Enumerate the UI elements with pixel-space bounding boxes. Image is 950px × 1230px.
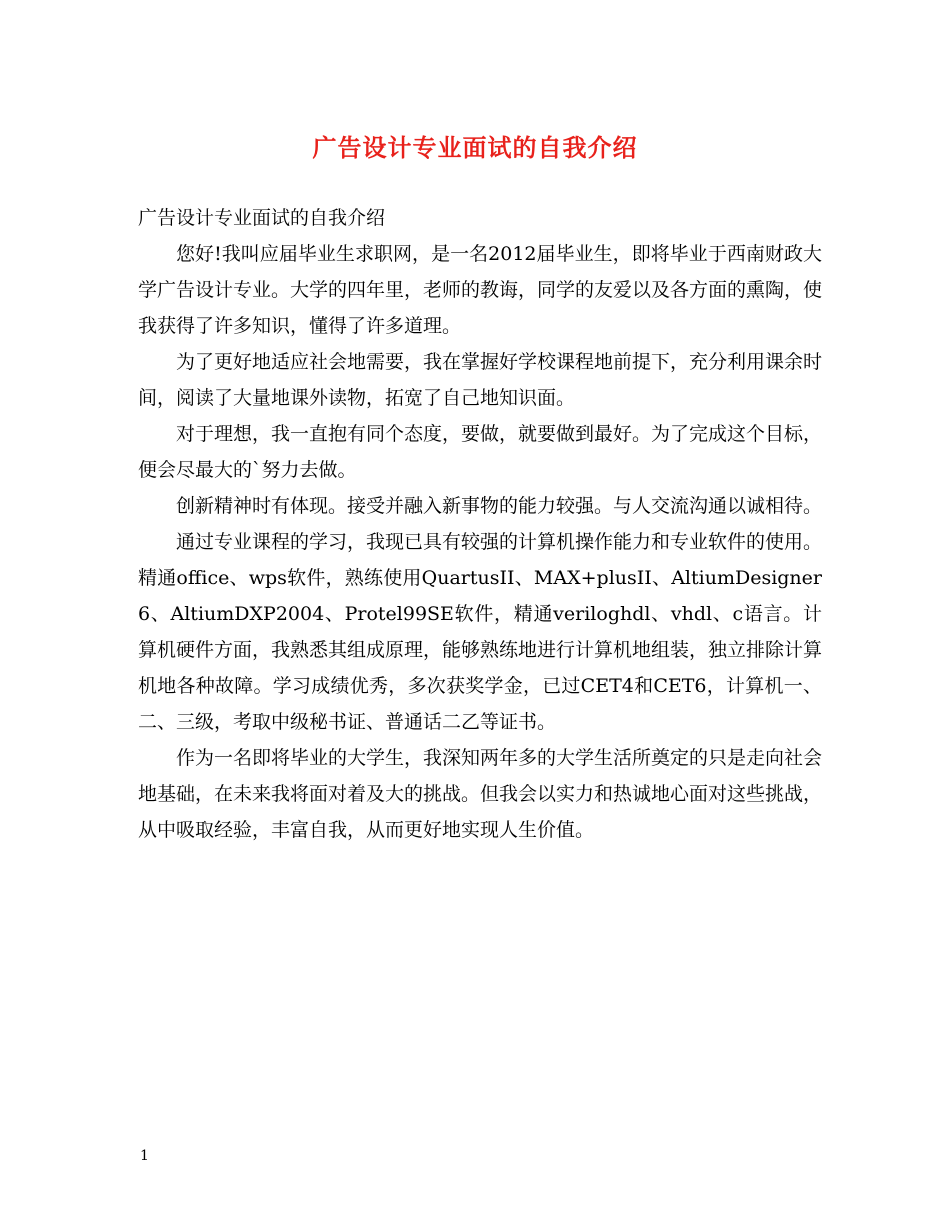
paragraph-innovation: 创新精神时有体现。接受并融入新事物的能力较强。与人交流沟通以诚相待。 — [176, 495, 823, 517]
page-number: 1 — [140, 1148, 149, 1164]
document-subtitle: 广告设计专业面试的自我介绍 — [138, 207, 386, 229]
document-title: 广告设计专业面试的自我介绍 — [312, 133, 638, 162]
paragraph-greeting: 您好!我叫应届毕业生求职网，是一名2012届毕业生，即将毕业于西南财政大学广告设计专业。大学的四年里，老师的教诲，同学的友爱以及各方面的熏陶，使我获得了许多知识，懂得了许多道理。 — [138, 243, 823, 337]
document-body — [138, 200, 822, 848]
paragraph-skills: 通过专业课程的学习，我现已具有较强的计算机操作能力和专业软件的使用。精通office、wps软件，熟练使用QuartusII、MAX+plusII、AltiumDesigner6、AltiumDXP2004、Protel99SE软件，精通veriloghdl、vhdl、c语言。计算机硬件方面，我熟悉其组成原理，能够熟练地进行计算机地组装，独立排除计算机地各种故障。学习成绩优秀，多次获奖学金，已过CET4和CET6，计算机一、二、三级，考取中级秘书证、普通话二乙等证书。 — [138, 531, 823, 733]
paragraph-ideals: 对于理想，我一直抱有同个态度，要做，就要做到最好。为了完成这个目标，便会尽最大的`努力去做。 — [138, 423, 823, 481]
paragraph-adaptation: 为了更好地适应社会地需要，我在掌握好学校课程地前提下，充分利用课余时间，阅读了大量地课外读物，拓宽了自己地知识面。 — [138, 351, 823, 409]
paragraph-conclusion: 作为一名即将毕业的大学生，我深知两年多的大学生活所奠定的只是走向社会地基础，在未来我将面对着及大的挑战。但我会以实力和热诚地心面对这些挑战，从中吸取经验，丰富自我，从而更好地实现人生价值。 — [138, 747, 823, 841]
